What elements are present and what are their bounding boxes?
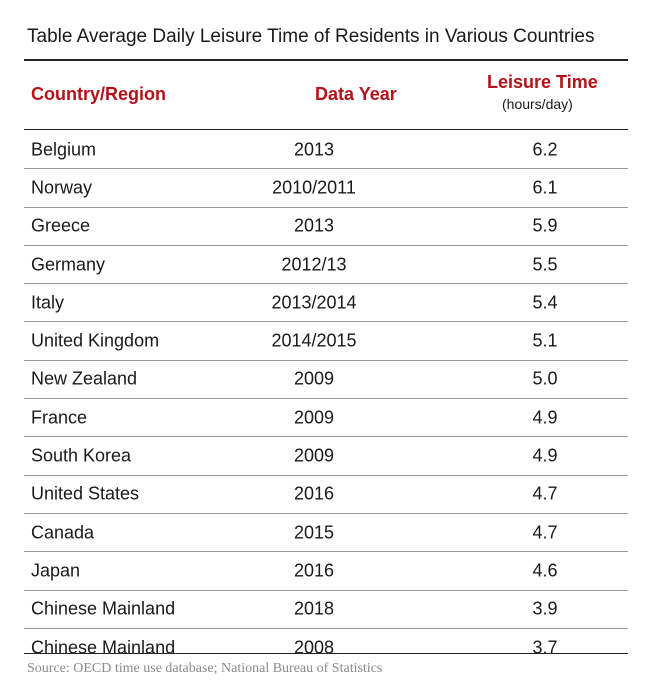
table-row	[24, 514, 628, 552]
cell-country: Greece	[31, 215, 91, 236]
table-row	[24, 476, 628, 514]
column-header-country: Country/Region	[31, 84, 166, 104]
table-row	[24, 437, 628, 475]
cell-data-year: 2015	[293, 522, 335, 543]
cell-leisure-time: 5.0	[532, 368, 558, 389]
cell-country: United States	[31, 483, 140, 504]
column-header-data-year: Data Year	[315, 84, 397, 104]
cell-leisure-time: 6.2	[532, 139, 558, 160]
table-row	[24, 246, 628, 284]
cell-country: Italy	[31, 292, 65, 313]
table-row	[24, 399, 628, 437]
cell-country: Japan	[31, 560, 81, 581]
table-row	[24, 131, 628, 169]
cell-leisure-time: 3.9	[532, 598, 558, 619]
cell-leisure-time: 4.9	[532, 445, 558, 466]
cell-data-year: 2010/2011	[272, 177, 356, 198]
cell-country: South Korea	[31, 445, 132, 466]
table-row	[24, 169, 628, 207]
table-title: Table Average Daily Leisure Time of Residents in Various Countries	[27, 26, 595, 47]
cell-data-year: 2009	[293, 445, 335, 466]
cell-data-year: 2009	[293, 368, 335, 389]
cell-leisure-time: 5.5	[532, 254, 558, 275]
table-row	[24, 208, 628, 246]
cell-data-year: 2013	[293, 139, 335, 160]
cell-country: Canada	[31, 522, 95, 543]
cell-country: New Zealand	[31, 368, 138, 389]
cell-leisure-time: 5.4	[532, 292, 558, 313]
cell-data-year: 2014/2015	[271, 330, 357, 351]
column-header-units: (hours/day)	[502, 96, 573, 112]
cell-country: Chinese Mainland	[31, 637, 176, 657]
cell-leisure-time: 4.9	[532, 407, 558, 428]
cell-data-year: 2013	[293, 215, 335, 236]
cell-leisure-time: 4.6	[532, 560, 558, 581]
header-rule	[24, 129, 628, 130]
cell-country: Germany	[31, 254, 106, 275]
table-row	[24, 591, 628, 629]
cell-data-year: 2009	[293, 407, 335, 428]
cell-country: Chinese Mainland	[31, 598, 176, 619]
top-rule	[24, 59, 628, 61]
cell-data-year: 2013/2014	[271, 292, 357, 313]
cell-leisure-time: 5.9	[532, 215, 558, 236]
table-row	[24, 322, 628, 360]
table-row	[24, 361, 628, 399]
table-body	[24, 131, 628, 666]
column-header-leisure-time: Leisure Time	[487, 72, 598, 92]
source-note: Source: OECD time use database; National Bureau of Statistics	[27, 661, 383, 676]
cell-data-year: 2008	[293, 637, 335, 657]
table-row	[24, 552, 628, 590]
cell-leisure-time: 3.7	[532, 637, 558, 657]
cell-country: United Kingdom	[31, 330, 160, 351]
cell-country: France	[31, 407, 88, 428]
cell-country: Belgium	[31, 139, 97, 160]
cell-country: Norway	[31, 177, 93, 198]
cell-data-year: 2016	[293, 483, 335, 504]
cell-data-year: 2012/13	[281, 254, 347, 275]
cell-leisure-time: 4.7	[532, 522, 558, 543]
cell-leisure-time: 4.7	[532, 483, 558, 504]
table-row	[24, 284, 628, 322]
cell-data-year: 2016	[293, 560, 335, 581]
cell-data-year: 2018	[293, 598, 335, 619]
bottom-rule	[24, 653, 628, 654]
cell-leisure-time: 6.1	[532, 177, 558, 198]
cell-leisure-time: 5.1	[532, 330, 558, 351]
